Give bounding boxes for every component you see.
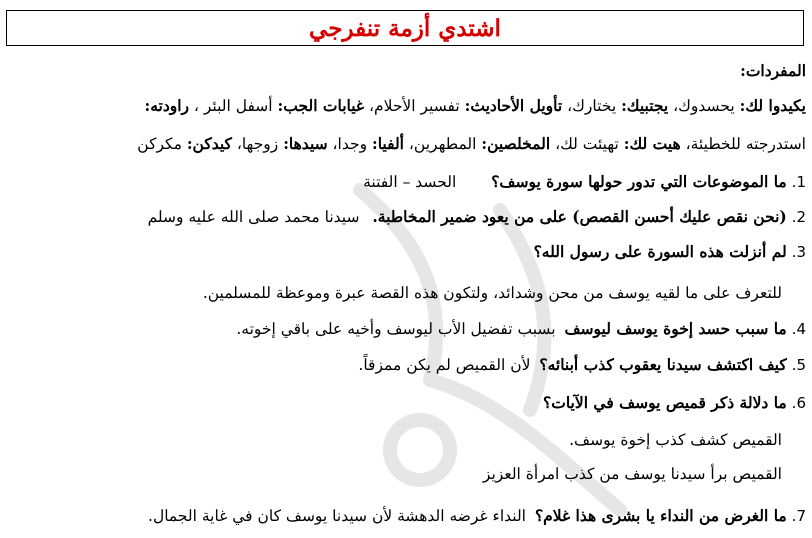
- answer-text: بسبب تفضيل الأب ليوسف وأخيه على باقي إخوته.: [236, 320, 556, 338]
- vocab-term: المخلصين:: [481, 134, 551, 153]
- vocab-meaning: يختارك،: [562, 97, 622, 115]
- vocab-term: يكيدوا لك:: [739, 96, 806, 115]
- question-number: 5.: [791, 356, 806, 374]
- question-6-answer-2: القميص برأ سيدنا يوسف من كذب امرأة العزيز: [482, 465, 782, 483]
- question-text: لم أنزلت هذه السورة على رسول الله؟: [533, 242, 787, 261]
- vocab-line-2: [6, 133, 806, 155]
- vocab-meaning: تفسير الأحلام،: [364, 97, 465, 115]
- vocab-meaning: زوجها،: [231, 135, 284, 153]
- vocab-term: كيدكن:: [186, 134, 232, 153]
- question-3: [6, 241, 806, 263]
- vocab-term: غيابات الجب:: [277, 96, 365, 115]
- question-3-answer: للتعرف على ما لقيه يوسف من محن وشدائد، ولتكون هذه القصة عبرة وموعظة للمسلمين.: [202, 284, 782, 302]
- answer-text: سيدنا محمد صلى الله عليه وسلم: [147, 208, 360, 226]
- question-number: 1.: [791, 173, 806, 191]
- vocab-term: ألفيا:: [371, 134, 404, 153]
- answer-text: الحسد – الفتنة: [363, 173, 457, 191]
- question-6: [6, 392, 806, 414]
- vocab-term: راودته:: [144, 96, 189, 115]
- question-1: [6, 171, 806, 193]
- question-6-answer-1: القميص كشف كذب إخوة يوسف.: [569, 431, 782, 449]
- answer-text: النداء غرضه الدهشة لأن سيدنا يوسف كان في غاية الجمال.: [148, 507, 526, 525]
- question-text: كيف اكتشف سيدنا يعقوب كذب أبنائه؟: [539, 355, 787, 374]
- question-7: [6, 505, 806, 527]
- question-number: 2.: [791, 208, 806, 226]
- question-5: [6, 354, 806, 376]
- question-number: 3.: [791, 243, 806, 261]
- question-number: 6.: [791, 394, 806, 412]
- vocab-term: يجتبيك:: [621, 96, 669, 115]
- question-text: ما دلالة ذكر قميص يوسف في الآيات؟: [543, 393, 787, 412]
- title-box: [6, 10, 804, 46]
- question-text: (نحن نقص عليك أحسن القصص) على من يعود ضمير المخاطبة.: [372, 207, 787, 226]
- vocab-term: تأويل الأحاديث:: [464, 96, 563, 115]
- vocab-meaning: وجدا،: [327, 135, 372, 153]
- question-text: ما الغرض من النداء يا بشرى هذا غلام؟: [534, 506, 787, 525]
- question-number: 4.: [791, 320, 806, 338]
- answer-text: لأن القميص لم يكن ممزقاً.: [358, 356, 531, 374]
- question-2: [6, 206, 806, 228]
- vocab-meaning: تهيئت لك،: [550, 135, 624, 153]
- vocab-heading: المفردات:: [740, 61, 806, 80]
- vocab-line-1: [6, 95, 806, 117]
- vocab-meaning: المطهرين،: [403, 135, 482, 153]
- question-number: 7.: [791, 507, 806, 525]
- question-text: ما سبب حسد إخوة يوسف ليوسف: [564, 319, 787, 338]
- page-title: اشتدي أزمة تنفرجي: [309, 14, 501, 42]
- vocab-meaning: مكركن: [137, 135, 187, 153]
- vocab-meaning: استدرجته للخطيئة،: [680, 135, 806, 153]
- vocab-meaning: أسفل البئر ،: [189, 97, 278, 115]
- vocab-term: سيدها:: [283, 134, 328, 153]
- question-4: [6, 318, 806, 340]
- vocab-term: هيت لك:: [623, 134, 681, 153]
- vocab-meaning: يحسدوك،: [668, 97, 740, 115]
- question-text: ما الموضوعات التي تدور حولها سورة يوسف؟: [491, 172, 787, 191]
